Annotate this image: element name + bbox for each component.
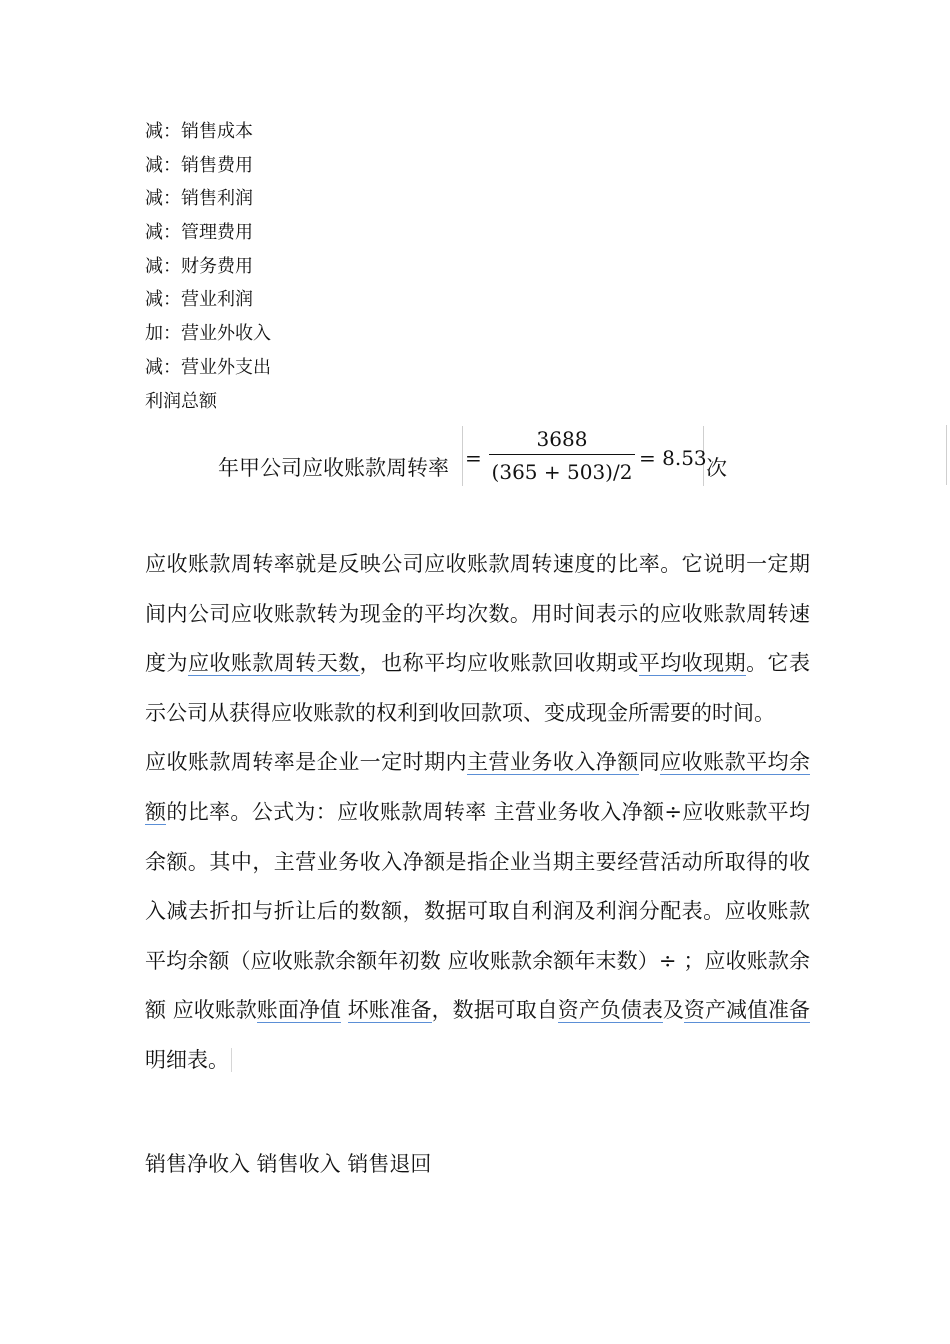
formula-numerator: 3688 — [536, 427, 588, 451]
link-balance-sheet[interactable]: 资产负债表 — [557, 998, 663, 1023]
body-text — [145, 540, 810, 1086]
list-item: 减：营业利润 — [145, 289, 253, 311]
income-statement-list — [145, 115, 645, 418]
link-bad-debt-reserve[interactable]: 坏账准备 — [347, 998, 432, 1023]
text-run: 明细表。 — [145, 1048, 232, 1072]
text-run — [341, 998, 348, 1022]
link-main-business-revenue[interactable]: 主营业务收入净额 — [467, 750, 639, 775]
text-run: ，也称平均应收账款回收期或 — [359, 651, 639, 676]
link-impairment-reserve[interactable]: 资产减值准备 — [683, 998, 811, 1023]
list-item: 减：营业外支出 — [145, 356, 271, 378]
text-run: 应收账款周转率是企业一定时期内 — [145, 750, 467, 775]
text-run: 的比率。公式为：应收账款周转率 主营业务收入净额÷应收账款平均余额。其中，主营业务收入净额是指企业当期主要经营活动所取得的收入减去折扣与折让后的数额，数据可取自利润及利润分配表。应收账款平均余额（应收账款余额年初数 应收账款余额年末数）÷ ；应收账款余额 应收账款 — [145, 799, 811, 1023]
list-item: 加：营业外收入 — [145, 323, 271, 345]
list-item: 减：销售利润 — [145, 188, 253, 210]
text-run: 。它表示公司从获得应收账款的权利到收回款项、变成现金所需要的时间。 — [145, 651, 811, 725]
formula-image — [462, 426, 707, 486]
formula-label: 年甲公司应收账款周转率 — [218, 456, 449, 480]
formula-denominator: (365 + 503)/2 — [491, 460, 633, 484]
list-item: 减：销售成本 — [145, 121, 253, 142]
text-run: 应收账款周转率就是反映公司应收账款周转速度的比率。它说明一定期间内公司应收账款转为现金的平均次数。用时间表示的应收账款周转速度为 — [145, 552, 810, 676]
formula-result: = 8.53 — [639, 446, 707, 470]
list-item: 减：管理费用 — [145, 222, 253, 244]
formula-fraction — [489, 426, 635, 486]
list-item: 利润总额 — [145, 390, 217, 412]
fraction-bar — [489, 454, 635, 455]
formula-unit: 次 — [706, 456, 727, 480]
paragraph-turnover-formula — [145, 738, 810, 1085]
list-item: 减：财务费用 — [145, 255, 253, 277]
page-edge-mark — [946, 425, 947, 485]
paragraph-turnover-definition — [145, 540, 810, 738]
sales-net-revenue-line: 销售净收入 销售收入 销售退回 — [145, 1152, 432, 1176]
turnover-formula — [218, 418, 778, 490]
link-receivable-days[interactable]: 应收账款周转天数 — [187, 651, 360, 676]
text-run: 同 — [638, 750, 661, 775]
link-book-net-value[interactable]: 账面净值 — [256, 998, 341, 1023]
text-run: ，数据可取自 — [431, 998, 558, 1023]
link-average-collection-period[interactable]: 平均收现期 — [638, 651, 747, 676]
formula-equals: = — [465, 446, 482, 470]
text-run: 及 — [662, 998, 684, 1023]
link-receivable-average-balance[interactable]: 应收账款平均余额 — [145, 750, 811, 824]
list-item: 减：销售费用 — [145, 154, 253, 176]
